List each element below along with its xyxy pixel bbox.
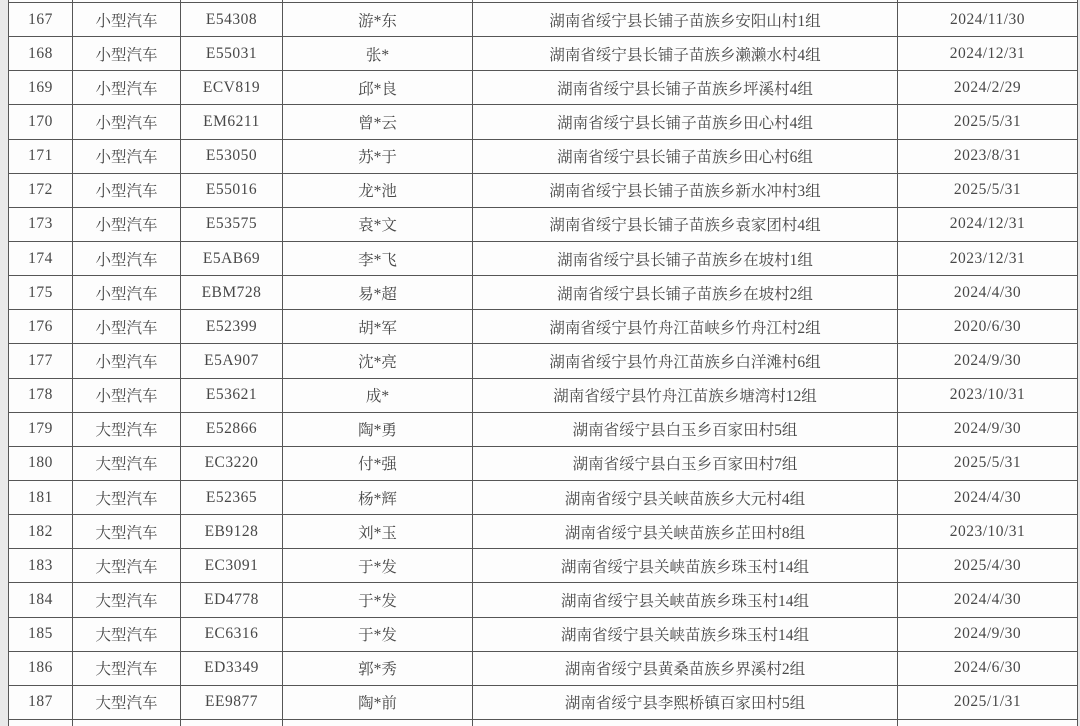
expiry-date-cell: 2023/12/31	[898, 241, 1078, 275]
table-row	[9, 276, 1078, 310]
plate-code-cell: EC3220	[181, 446, 283, 480]
owner-name-cell: 胡*军	[283, 310, 473, 344]
address-cell: 湖南省绥宁县白玉乡百家田村7组	[473, 446, 898, 480]
expiry-date-cell: 2023/10/31	[898, 378, 1078, 412]
expiry-date-cell: 2024/4/30	[898, 276, 1078, 310]
row-number-cell: 187	[9, 685, 73, 719]
table-row	[9, 651, 1078, 685]
expiry-date-cell: 2024/6/30	[898, 651, 1078, 685]
table-row	[9, 241, 1078, 275]
vehicle-type-cell: 小型汽车	[73, 3, 181, 37]
owner-name-cell: 苏*于	[283, 139, 473, 173]
plate-code-cell: ED3349	[181, 651, 283, 685]
owner-name-cell: 陶*前	[283, 685, 473, 719]
row-number-cell: 178	[9, 378, 73, 412]
plate-code-cell: E5A907	[181, 344, 283, 378]
table-row	[9, 3, 1078, 37]
expiry-date-cell: 2024/9/30	[898, 344, 1078, 378]
plate-code-cell: E53621	[181, 378, 283, 412]
table-row	[9, 71, 1078, 105]
expiry-date-cell: 2023/8/31	[898, 139, 1078, 173]
address-cell: 湖南省绥宁县长铺子苗族乡濑濑水村4组	[473, 37, 898, 71]
vehicle-type-cell: 小型汽车	[73, 207, 181, 241]
expiry-date-cell: 2024/9/30	[898, 412, 1078, 446]
owner-name-cell: 沈*亮	[283, 344, 473, 378]
plate-code-cell: E53575	[181, 207, 283, 241]
address-cell: 湖南省绥宁县长铺子苗族乡在坡村1组	[473, 241, 898, 275]
owner-name-cell: 邱*良	[283, 71, 473, 105]
vehicle-registration-table	[8, 0, 1078, 726]
vehicle-type-cell: 大型汽车	[73, 480, 181, 514]
address-cell: 湖南省绥宁县长铺子苗族乡田心村4组	[473, 105, 898, 139]
address-cell: 湖南省绥宁县关峡苗族乡珠玉村14组	[473, 583, 898, 617]
address-cell: 湖南省绥宁县李熙桥镇百家田村5组	[473, 685, 898, 719]
row-number-cell: 182	[9, 515, 73, 549]
table-row	[9, 446, 1078, 480]
table-row	[9, 37, 1078, 71]
plate-code-cell: E53050	[181, 139, 283, 173]
table-row	[9, 515, 1078, 549]
vehicle-type-cell: 大型汽车	[73, 617, 181, 651]
vehicle-type-cell: 大型汽车	[73, 446, 181, 480]
table-row	[9, 549, 1078, 583]
plate-code-cell: EBM728	[181, 276, 283, 310]
row-number-cell: 180	[9, 446, 73, 480]
table-row	[9, 344, 1078, 378]
owner-name-cell: 付*强	[283, 446, 473, 480]
row-number-cell: 175	[9, 276, 73, 310]
table-row	[9, 173, 1078, 207]
vehicle-type-cell: 小型汽车	[73, 139, 181, 173]
owner-name-cell: 陶*勇	[283, 412, 473, 446]
owner-name-cell: 李*飞	[283, 241, 473, 275]
row-number-cell: 168	[9, 37, 73, 71]
vehicle-type-cell: 小型汽车	[73, 310, 181, 344]
plate-code-cell: ED4778	[181, 583, 283, 617]
vehicle-type-cell: 小型汽车	[73, 344, 181, 378]
address-cell: 湖南省绥宁县长铺子苗族乡在坡村2组	[473, 276, 898, 310]
address-cell: 湖南省绥宁县竹舟江苗族乡塘湾村12组	[473, 378, 898, 412]
plate-code-cell: EC6316	[181, 617, 283, 651]
table-row	[9, 378, 1078, 412]
expiry-date-cell: 2025/4/30	[898, 549, 1078, 583]
plate-code-cell: E54308	[181, 3, 283, 37]
table-row	[9, 412, 1078, 446]
clipped-row-bottom	[9, 719, 1078, 726]
plate-code-cell: E52365	[181, 480, 283, 514]
vehicle-type-cell: 小型汽车	[73, 378, 181, 412]
plate-code-cell: EB9128	[181, 515, 283, 549]
address-cell: 湖南省绥宁县竹舟江苗峡乡竹舟江村2组	[473, 310, 898, 344]
vehicle-type-cell: 小型汽车	[73, 105, 181, 139]
expiry-date-cell: 2024/12/31	[898, 37, 1078, 71]
plate-code-cell: E52399	[181, 310, 283, 344]
vehicle-type-cell: 小型汽车	[73, 173, 181, 207]
owner-name-cell: 刘*玉	[283, 515, 473, 549]
vehicle-type-cell: 大型汽车	[73, 685, 181, 719]
address-cell: 湖南省绥宁县长铺子苗族乡新水冲村3组	[473, 173, 898, 207]
table-row	[9, 583, 1078, 617]
owner-name-cell: 游*东	[283, 3, 473, 37]
plate-code-cell: E52866	[181, 412, 283, 446]
plate-code-cell: EC3091	[181, 549, 283, 583]
vehicle-type-cell: 大型汽车	[73, 412, 181, 446]
row-number-cell: 171	[9, 139, 73, 173]
owner-name-cell: 易*超	[283, 276, 473, 310]
address-cell: 湖南省绥宁县长铺子苗族乡袁家团村4组	[473, 207, 898, 241]
row-number-cell: 184	[9, 583, 73, 617]
address-cell: 湖南省绥宁县长铺子苗族乡田心村6组	[473, 139, 898, 173]
table-row	[9, 139, 1078, 173]
row-number-cell: 170	[9, 105, 73, 139]
expiry-date-cell: 2025/1/31	[898, 685, 1078, 719]
owner-name-cell: 龙*池	[283, 173, 473, 207]
vehicle-type-cell: 大型汽车	[73, 549, 181, 583]
plate-code-cell: E5AB69	[181, 241, 283, 275]
owner-name-cell: 曾*云	[283, 105, 473, 139]
expiry-date-cell: 2024/4/30	[898, 480, 1078, 514]
vehicle-type-cell: 小型汽车	[73, 276, 181, 310]
row-number-cell: 173	[9, 207, 73, 241]
expiry-date-cell: 2023/10/31	[898, 515, 1078, 549]
address-cell: 湖南省绥宁县关峡苗族乡珠玉村14组	[473, 617, 898, 651]
row-number-cell: 179	[9, 412, 73, 446]
address-cell: 湖南省绥宁县长铺子苗族乡坪溪村4组	[473, 71, 898, 105]
owner-name-cell: 于*发	[283, 583, 473, 617]
address-cell: 湖南省绥宁县白玉乡百家田村5组	[473, 412, 898, 446]
owner-name-cell: 杨*辉	[283, 480, 473, 514]
vehicle-type-cell: 大型汽车	[73, 651, 181, 685]
row-number-cell: 167	[9, 3, 73, 37]
vehicle-type-cell: 小型汽车	[73, 71, 181, 105]
plate-code-cell: E55031	[181, 37, 283, 71]
expiry-date-cell: 2020/6/30	[898, 310, 1078, 344]
owner-name-cell: 成*	[283, 378, 473, 412]
vehicle-type-cell: 大型汽车	[73, 583, 181, 617]
row-number-cell: 172	[9, 173, 73, 207]
row-number-cell: 183	[9, 549, 73, 583]
address-cell: 湖南省绥宁县关峡苗族乡大元村4组	[473, 480, 898, 514]
address-cell: 湖南省绥宁县关峡苗族乡珠玉村14组	[473, 549, 898, 583]
vehicle-type-cell: 小型汽车	[73, 37, 181, 71]
owner-name-cell: 袁*文	[283, 207, 473, 241]
plate-code-cell: EM6211	[181, 105, 283, 139]
row-number-cell: 185	[9, 617, 73, 651]
row-number-cell: 181	[9, 480, 73, 514]
owner-name-cell: 于*发	[283, 617, 473, 651]
table-row	[9, 617, 1078, 651]
row-number-cell: 177	[9, 344, 73, 378]
vehicle-type-cell: 小型汽车	[73, 241, 181, 275]
row-number-cell: 176	[9, 310, 73, 344]
expiry-date-cell: 2024/2/29	[898, 71, 1078, 105]
plate-code-cell: EE9877	[181, 685, 283, 719]
plate-code-cell: E55016	[181, 173, 283, 207]
table-row	[9, 207, 1078, 241]
row-number-cell: 174	[9, 241, 73, 275]
row-number-cell: 169	[9, 71, 73, 105]
owner-name-cell: 郭*秀	[283, 651, 473, 685]
address-cell: 湖南省绥宁县黄桑苗族乡界溪村2组	[473, 651, 898, 685]
expiry-date-cell: 2025/5/31	[898, 105, 1078, 139]
table-row	[9, 685, 1078, 719]
table-row	[9, 105, 1078, 139]
expiry-date-cell: 2025/5/31	[898, 446, 1078, 480]
owner-name-cell: 张*	[283, 37, 473, 71]
expiry-date-cell: 2024/12/31	[898, 207, 1078, 241]
row-number-cell: 186	[9, 651, 73, 685]
address-cell: 湖南省绥宁县关峡苗族乡芷田村8组	[473, 515, 898, 549]
address-cell: 湖南省绥宁县竹舟江苗族乡白洋滩村6组	[473, 344, 898, 378]
table-row	[9, 480, 1078, 514]
vehicle-type-cell: 大型汽车	[73, 515, 181, 549]
table-row	[9, 310, 1078, 344]
expiry-date-cell: 2024/4/30	[898, 583, 1078, 617]
expiry-date-cell: 2024/11/30	[898, 3, 1078, 37]
owner-name-cell: 于*发	[283, 549, 473, 583]
expiry-date-cell: 2024/9/30	[898, 617, 1078, 651]
plate-code-cell: ECV819	[181, 71, 283, 105]
address-cell: 湖南省绥宁县长铺子苗族乡安阳山村1组	[473, 3, 898, 37]
expiry-date-cell: 2025/5/31	[898, 173, 1078, 207]
